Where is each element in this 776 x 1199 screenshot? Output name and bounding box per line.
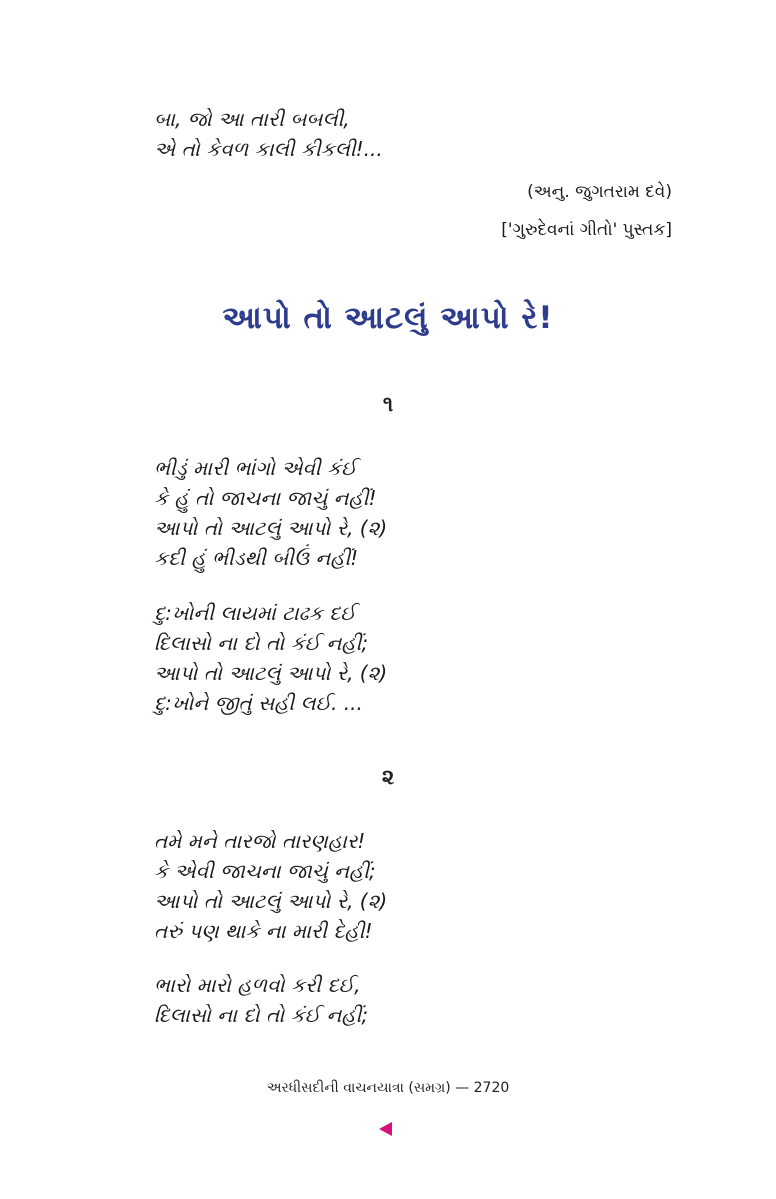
poem-line: ભીડું મારી ભાંગો એવી કંઈ [154,456,357,480]
poem-line: દિલાસો ના દો તો કંઈ નહીં; [154,631,369,655]
poem-line: આપો તો આટલું આપો રે, (૨) [154,516,388,540]
poem-line: એ તો કેવળ કાલી કીકલી!... [154,137,383,161]
stanza [154,453,594,573]
stanza [154,826,594,946]
poem-line: કે હું તો જાચના જાચું નહીં! [154,486,377,510]
poem-line: તમે મને તારજો તારણહાર! [154,829,366,853]
poem-line: આપો તો આટલું આપો રે, (૨) [154,661,388,685]
poem-title: આપો તો આટલું આપો રે! [222,300,554,336]
poem-line: આપો તો આટલું આપો રે, (૨) [154,889,388,913]
page-footer: અરધીસદીની વાચનયાત્રા (સમગ્ર) — 2720 [266,1080,510,1096]
triangle-left-icon[interactable] [379,1122,392,1136]
section-number: ૧ [382,392,394,416]
poem-line: દુ:ખોને જીતું સહી લઈ. ... [154,691,363,715]
translator-credit: (અનુ. જુગતરામ દવે) [527,182,672,202]
intro-stanza [154,104,594,164]
poem-line: દિલાસો ના દો તો કંઈ નહીં; [154,1003,369,1027]
source-credit: ['ગુરુદેવનાં ગીતો' પુસ્તક] [501,220,672,240]
section-number: ૨ [381,765,395,789]
poem-line: કે એવી જાચના જાચું નહીં; [154,859,376,883]
poem-line: બા, જો આ તારી બબલી, [154,107,350,131]
poem-line: ભારો મારો હળવો કરી દઈ, [154,973,361,997]
poem-line: કદી હું ભીડથી બીઉં નહીં! [154,546,359,570]
poem-line: દુ:ખોની લાયમાં ટાઢક દઈ [154,601,356,625]
stanza [154,598,594,718]
poem-line: તરું પણ થાકે ના મારી દેહી! [154,919,373,943]
stanza [154,970,594,1030]
